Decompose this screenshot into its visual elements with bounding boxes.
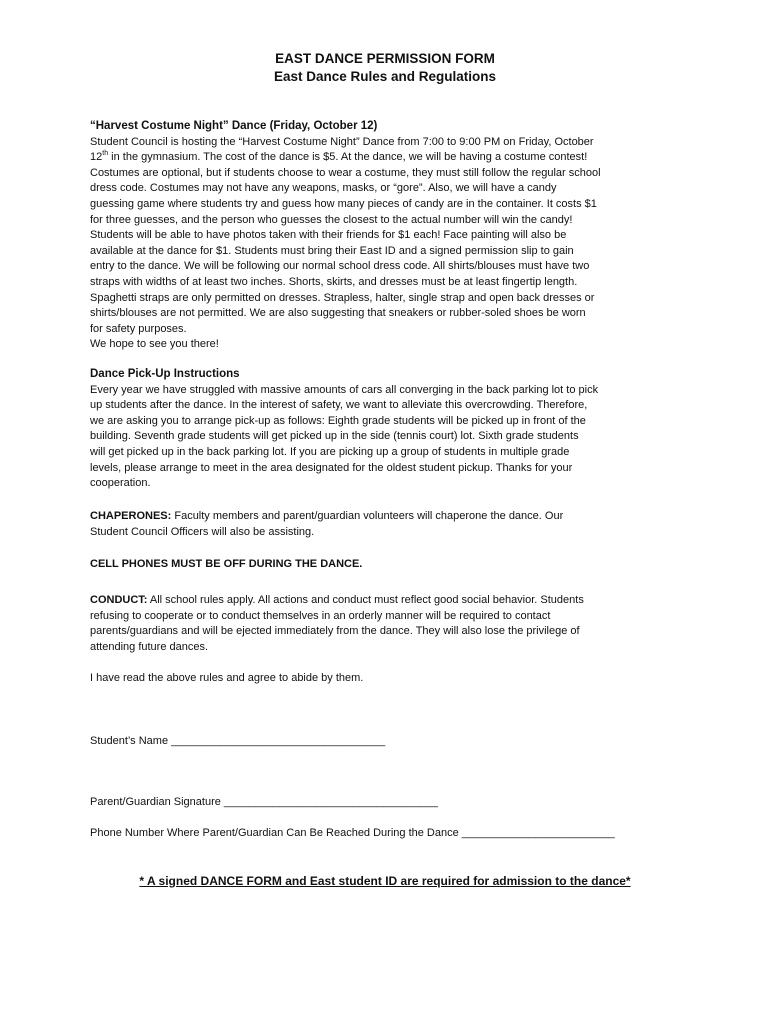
conduct-text: All school rules apply. All actions and conduct must reflect good social behavior. Students [147,594,584,606]
pickup-line: levels, please arrange to meet in the area designated for the oldest student pickup. Thanks for your [90,461,573,474]
harvest-date-suffix: th [102,149,109,157]
harvest-line: entry to the dance. We will be following our normal school dress code. All shirts/blouses must have two [90,260,590,273]
harvest-heading: “Harvest Costume Night” Dance (Friday, October 12) [90,120,378,132]
harvest-line: available at the dance for $1. Students must bring their East ID and a signed permission slip to gain [90,244,574,257]
harvest-line: for safety purposes. [90,322,187,335]
pickup-line: cooperation. [90,477,151,490]
conduct-label: CONDUCT: [90,594,148,606]
harvest-line: Student Council is hosting the “Harvest Costume Night” Dance from 7:00 to 9:00 PM on Friday, October [90,135,594,148]
pickup-heading: Dance Pick-Up Instructions [90,368,240,380]
admission-requirement-footer: * A signed DANCE FORM and East student ID are required for admission to the dance* [139,874,631,888]
harvest-line-rest: in the gymnasium. The cost of the dance is $5. At the dance, we will be having a costume contest! [108,151,588,164]
chaperones-section [90,509,690,540]
agreement-statement: I have read the above rules and agree to abide by them. [90,672,364,684]
harvest-line: Students will be able to have photos taken with their friends for $1 each! Face painting will also be [90,229,567,242]
harvest-line [90,150,690,166]
form-title: EAST DANCE PERMISSION FORM [275,51,495,66]
harvest-line: shirts/blouses are not permitted. We are also suggesting that sneakers or rubber-soled shoes be worn [90,307,586,320]
conduct-line: attending future dances. [90,640,209,653]
pickup-line: we are asking you to arrange pick-up as follows: Eighth grade students will be picked up in front of the [90,414,586,427]
student-name-field[interactable]: Student’s Name ___________________________________ [90,735,386,747]
pickup-line: Every year we have struggled with massive amounts of cars all converging in the back parking lot to pick [90,383,599,396]
cell-phones-notice: CELL PHONES MUST BE OFF DURING THE DANCE. [90,558,363,570]
phone-number-field[interactable]: Phone Number Where Parent/Guardian Can Be Reached During the Dance _________________________ [90,827,615,839]
harvest-line: Spaghetti straps are only permitted on dresses. Strapless, halter, single strap and open back dresses or [90,291,595,304]
chaperones-text: Faculty members and parent/guardian volunteers will chaperone the dance. Our [171,510,564,522]
harvest-line: We hope to see you there! [90,338,219,351]
harvest-line: dress code. Costumes may not have any weapons, masks, or “gore”. Also, we will have a candy [90,182,557,195]
chaperones-label: CHAPERONES: [90,510,172,522]
agreement-section [90,671,690,687]
form-subtitle: East Dance Rules and Regulations [273,69,497,84]
conduct-line: parents/guardians and will be ejected immediately from the dance. They will also lose the privilege of [90,625,580,638]
pickup-line: up students after the dance. In the interest of safety, we want to alleviate this overcrowding. Therefore, [90,399,588,412]
harvest-line: straps with widths of at least two inches. Shorts, skirts, and dresses must be at least fingertip length. [90,275,578,288]
cell-phones-section [90,557,690,573]
harvest-section [90,119,690,353]
harvest-line: Costumes are optional, but if students choose to wear a costume, they must still follow the regular school [90,166,601,179]
conduct-line: refusing to cooperate or to conduct themselves in an orderly manner will be required to contact [90,609,551,622]
conduct-section [90,593,690,655]
parent-signature-field[interactable]: Parent/Guardian Signature ___________________________________ [90,796,439,808]
harvest-line: guessing game where students try and guess how many pieces of candy are in the container. It costs $1 [90,197,597,210]
pickup-line: will get picked up in the back parking lot. If you are picking up a group of students in multiple grade [90,445,570,458]
harvest-date: 12 [90,151,103,164]
harvest-line: for three guesses, and the person who guesses the closest to the actual number will win the candy! [90,213,573,226]
chaperones-line: Student Council Officers will also be assisting. [90,525,315,538]
pickup-section [90,367,690,492]
pickup-line: building. Seventh grade students will get picked up in the side (tennis court) lot. Sixth grade students [90,430,579,443]
